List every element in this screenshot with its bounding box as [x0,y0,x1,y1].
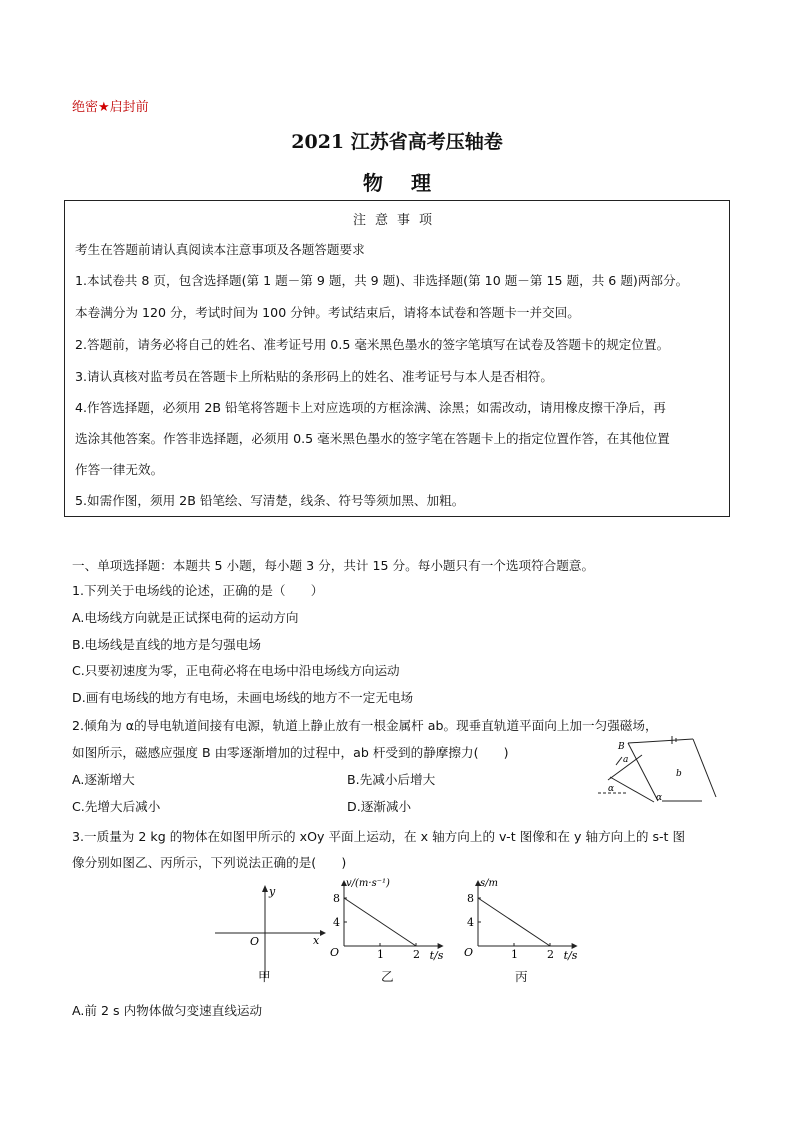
rail-side-left [628,743,658,801]
q2-option-d: D.逐渐减小 [347,799,412,814]
label-alpha-right: α [656,793,663,803]
fig-yi-caption: 乙 [381,969,394,984]
notice-line: 1.本试卷共 8 页，包含选择题(第 1 题－第 9 题，共 9 题)、非选择题(第 10 题－第 15 题，共 6 题)两部分。 [75,273,689,288]
label-b: b [676,769,682,779]
q3-option-a: A.前 2 s 内物体做匀变速直线运动 [72,1003,263,1018]
x-tick-label-1: 1 [511,948,518,961]
x-tick-label-2: 2 [547,948,554,961]
q1-stem: 1.下列关于电场线的论述，正确的是（ ） [72,583,324,598]
label-B: B [618,742,625,752]
x-axis-label: t/s [563,949,578,962]
q1-option-b: B.电场线是直线的地方是匀强电场 [72,637,261,652]
notice-line: 5.如需作图，须用 2B 铅笔绘、写清楚，线条、符号等须加黑、加粗。 [75,493,465,508]
q1-option-d: D.画有电场线的地方有电场，未画电场线的地方不一定无电场 [72,690,414,705]
origin-label: O [464,946,474,959]
jia-y-arrow [262,885,268,892]
series-line [344,898,416,946]
exam-title: 2021 江苏省高考压轴卷 [291,131,503,153]
jia-origin: O [250,935,260,948]
x-axis-label: t/s [429,949,444,962]
b-field-arrow [616,757,622,765]
rail-top-edge [628,739,693,743]
q2-stem-line1: 2.倾角为 α的导电轨道间接有电源，轨道上静止放有一根金属杆 ab。现垂直轨道平面向上加一匀强磁场， [72,718,658,733]
confidential-mark [72,96,149,115]
confidential-text-pre: 绝密 [72,100,99,115]
notice-box [64,200,730,517]
notice-line: 考生在答题前请认真阅读本注意事项及各题答题要求 [75,242,365,257]
notice-title: 注意事项 [352,213,441,228]
y-axis-label: s/m [480,878,498,889]
q2-option-c: C.先增大后减小 [72,799,161,814]
x-tick-label-1: 1 [377,948,384,961]
origin-label: O [330,946,340,959]
q1-option-c: C.只要初速度为零，正电荷必将在电场中沿电场线方向运动 [72,663,400,678]
section-heading: 一、单项选择题：本题共 5 小题，每小题 3 分，共计 15 分。每小题只有一个选项符合题意。 [72,558,595,573]
q3-stem-line2: 像分别如图乙、丙所示，下列说法正确的是( ) [72,855,347,870]
star-icon: ★ [98,100,110,115]
label-a: a [623,755,629,765]
fig-bing-caption: 丙 [515,969,528,984]
q3-stem-line1: 3.一质量为 2 kg 的物体在如图甲所示的 xOy 平面上运动，在 x 轴方向上的 v-t 图像和在 y 轴方向上的 s-t 图 [72,829,686,844]
confidential-text-post: 启封前 [109,100,149,115]
q2-option-b: B.先减小后增大 [347,772,436,787]
notice-line: 4.作答选择题，必须用 2B 铅笔将答题卡上对应选项的方框涂满、涂黑；如需改动，请用橡皮擦干净后，再 [75,400,666,415]
notice-line: 作答一律无效。 [75,462,164,477]
notice-line: 本卷满分为 120 分，考试时间为 100 分钟。考试结束后，请将本试卷和答题卡一并交回。 [75,305,580,320]
fig-yi-chart [326,874,456,966]
notice-line: 选涂其他答案。作答非选择题，必须用 0.5 毫米黑色墨水的签字笔在答题卡上的指定位置作答，在其他位置 [75,431,670,446]
subject-title: 物理 [363,171,459,195]
q1-option-a: A.电场线方向就是正试探电荷的运动方向 [72,610,299,625]
jia-y-label: y [269,885,276,898]
y-tick-label-4: 4 [333,916,340,929]
jia-x-label: x [313,934,320,947]
notice-line: 3.请认真核对监考员在答题卡上所粘贴的条形码上的姓名、准考证号与本人是否相符。 [75,369,553,384]
series-line [478,898,550,946]
y-tick-label-8: 8 [333,892,340,905]
rail-right [693,739,716,797]
y-tick-label-4: 4 [467,916,474,929]
q2-rail-figure [598,735,718,807]
q2-stem-line2: 如图所示，磁感应强度 B 由零逐渐增加的过程中，ab 杆受到的静摩擦力( ) [72,745,509,760]
y-axis-label: v/(m·s⁻¹) [346,878,390,889]
fig-jia [210,880,330,980]
x-tick-label-2: 2 [413,948,420,961]
q2-option-a: A.逐渐增大 [72,772,135,787]
fig-bing-chart [460,874,590,966]
label-alpha-left: α [608,784,615,794]
y-tick-label-8: 8 [467,892,474,905]
notice-line: 2.答题前，请务必将自己的姓名、准考证号用 0.5 毫米黑色墨水的签字笔填写在试卷及答题卡的规定位置。 [75,337,670,352]
fig-jia-caption: 甲 [258,969,271,984]
